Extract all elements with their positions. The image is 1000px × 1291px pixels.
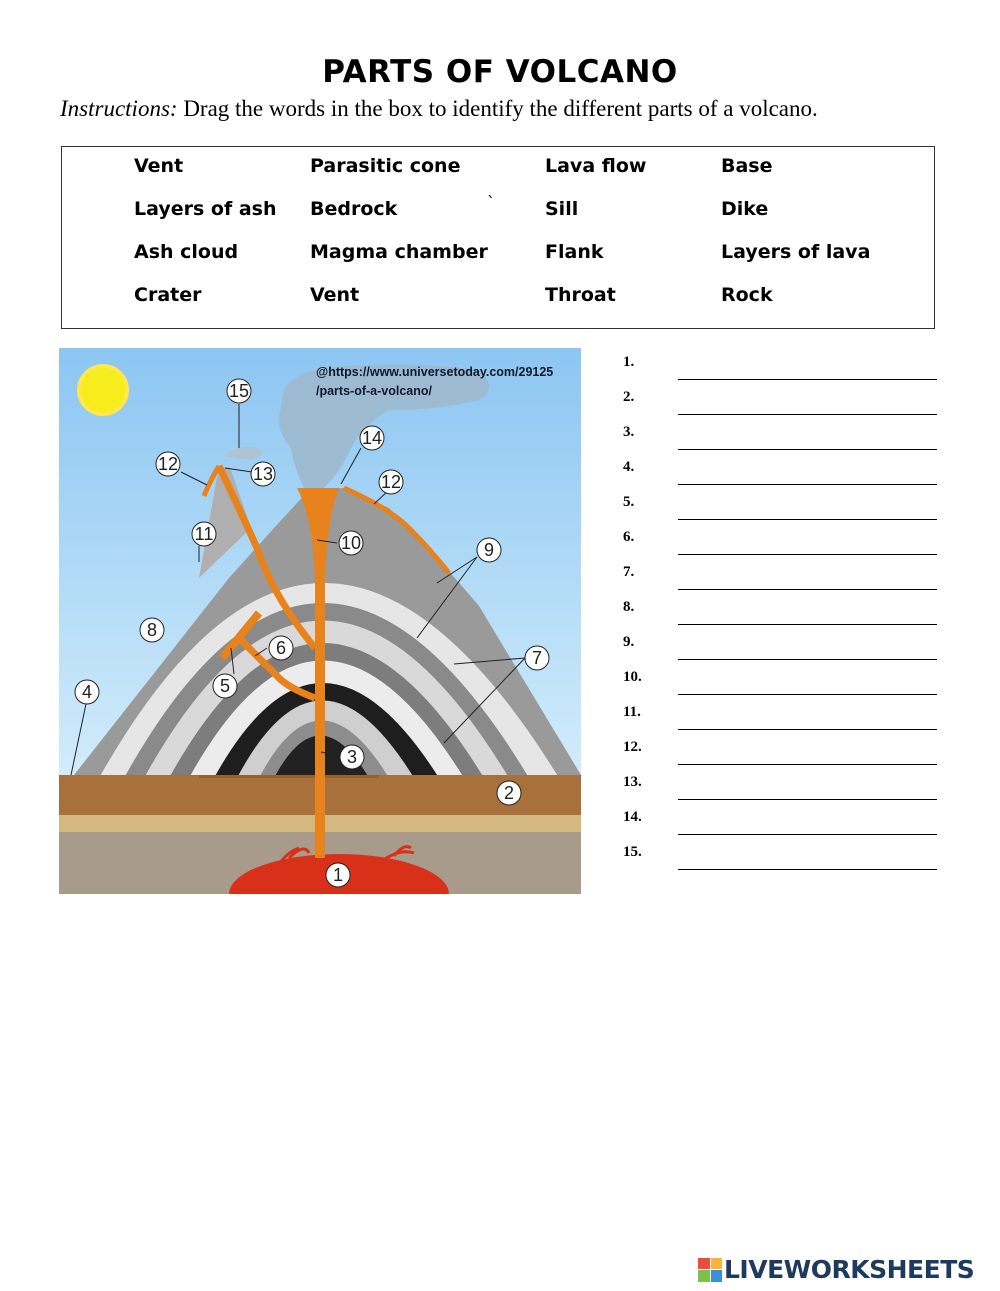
word-bank — [61, 146, 935, 329]
answer-row-13 — [623, 773, 941, 808]
word-dike[interactable]: Dike — [721, 198, 769, 220]
label-10 — [339, 531, 363, 555]
answer-number: 15. — [623, 844, 642, 860]
answer-number: 5. — [623, 494, 635, 510]
answer-number: 6. — [623, 529, 635, 545]
stray-mark: ` — [487, 193, 495, 212]
answer-row-4 — [623, 458, 941, 493]
answer-number: 7. — [623, 564, 635, 580]
answer-input-5[interactable] — [678, 499, 937, 520]
answer-number: 4. — [623, 459, 635, 475]
answer-number: 14. — [623, 809, 642, 825]
instructions — [60, 96, 818, 122]
answer-input-15[interactable] — [678, 849, 937, 870]
answer-input-9[interactable] — [678, 639, 937, 660]
label-12-left — [156, 452, 180, 476]
word-rock[interactable]: Rock — [721, 284, 773, 306]
word-flank[interactable]: Flank — [545, 241, 604, 263]
word-parasitic-cone[interactable]: Parasitic cone — [310, 155, 461, 177]
word-vent-2[interactable]: Vent — [310, 284, 360, 306]
answer-row-14 — [623, 808, 941, 843]
svg-text:4: 4 — [81, 682, 93, 702]
word-layers-of-lava[interactable]: Layers of lava — [721, 241, 871, 263]
answer-number: 9. — [623, 634, 635, 650]
label-11 — [192, 522, 216, 546]
answer-input-3[interactable] — [678, 429, 937, 450]
answer-number: 8. — [623, 599, 635, 615]
answer-row-1 — [623, 353, 941, 388]
sun-icon — [79, 366, 127, 414]
answer-row-15 — [623, 843, 941, 878]
answer-row-6 — [623, 528, 941, 563]
liveworksheets-logo-icon — [698, 1258, 722, 1282]
answer-number: 11. — [623, 704, 641, 720]
svg-text:7: 7 — [531, 648, 543, 668]
label-3 — [340, 745, 364, 769]
svg-text:3: 3 — [346, 747, 358, 767]
label-8 — [140, 618, 164, 642]
brand-name: LIVEWORKSHEETS — [724, 1255, 975, 1284]
answer-input-11[interactable] — [678, 709, 937, 730]
word-ash-cloud[interactable]: Ash cloud — [134, 241, 239, 263]
svg-text:6: 6 — [275, 638, 287, 658]
label-1 — [326, 863, 350, 887]
word-bedrock[interactable]: Bedrock — [310, 198, 398, 220]
svg-text:13: 13 — [252, 464, 274, 484]
svg-text:9: 9 — [483, 540, 495, 560]
label-14 — [360, 426, 384, 450]
logo-block-green — [698, 1270, 710, 1282]
instructions-text: Drag the words in the box to identify the different parts of a volcano. — [177, 96, 818, 121]
word-sill[interactable]: Sill — [545, 198, 579, 220]
svg-text:11: 11 — [194, 524, 214, 544]
answer-input-6[interactable] — [678, 534, 937, 555]
answer-number: 13. — [623, 774, 642, 790]
word-magma-chamber[interactable]: Magma chamber — [310, 241, 488, 263]
answer-row-5 — [623, 493, 941, 528]
label-12-right — [379, 470, 403, 494]
answer-row-7 — [623, 563, 941, 598]
label-7 — [525, 646, 549, 670]
svg-text:12: 12 — [157, 454, 179, 474]
answer-row-10 — [623, 668, 941, 703]
answer-input-8[interactable] — [678, 604, 937, 625]
answer-input-14[interactable] — [678, 814, 937, 835]
answer-number: 10. — [623, 669, 642, 685]
logo-block-red — [698, 1258, 710, 1270]
answer-row-2 — [623, 388, 941, 423]
answer-input-1[interactable] — [678, 359, 937, 380]
liveworksheets-brand — [698, 1255, 974, 1284]
label-6 — [269, 636, 293, 660]
word-base[interactable]: Base — [721, 155, 773, 177]
answer-number: 1. — [623, 354, 635, 370]
label-4 — [75, 680, 99, 704]
svg-text:12: 12 — [380, 472, 402, 492]
volcano-diagram — [59, 348, 581, 894]
svg-text:15: 15 — [228, 381, 250, 401]
label-15 — [227, 379, 251, 403]
word-lava-flow[interactable]: Lava flow — [545, 155, 647, 177]
answer-input-2[interactable] — [678, 394, 937, 415]
answer-row-12 — [623, 738, 941, 773]
svg-text:1: 1 — [332, 865, 344, 885]
answer-input-10[interactable] — [678, 674, 937, 695]
svg-text:14: 14 — [361, 428, 383, 448]
source-line2: /parts-of-a-volcano/ — [316, 384, 432, 398]
svg-text:10: 10 — [340, 533, 362, 553]
answer-input-12[interactable] — [678, 744, 937, 765]
instructions-lead: Instructions: — [60, 96, 178, 121]
label-9 — [477, 538, 501, 562]
answer-number: 2. — [623, 389, 635, 405]
label-2 — [497, 781, 521, 805]
answer-row-11 — [623, 703, 941, 738]
word-vent-1[interactable]: Vent — [134, 155, 184, 177]
logo-block-yellow — [711, 1258, 723, 1270]
answer-input-4[interactable] — [678, 464, 937, 485]
source-line1: @https://www.universetoday.com/29125 — [316, 365, 554, 379]
answer-row-9 — [623, 633, 941, 668]
word-crater[interactable]: Crater — [134, 284, 202, 306]
svg-text:8: 8 — [146, 620, 158, 640]
svg-text:2: 2 — [503, 783, 515, 803]
svg-text:5: 5 — [219, 676, 231, 696]
answer-input-7[interactable] — [678, 569, 937, 590]
answer-row-3 — [623, 423, 941, 458]
label-5 — [213, 674, 237, 698]
answer-number: 12. — [623, 739, 642, 755]
word-layers-of-ash[interactable]: Layers of ash — [134, 198, 277, 220]
answer-row-8 — [623, 598, 941, 633]
logo-block-blue — [711, 1270, 723, 1282]
page-title: PARTS OF VOLCANO — [322, 54, 678, 90]
word-throat[interactable]: Throat — [545, 284, 616, 306]
answer-number: 3. — [623, 424, 635, 440]
label-13 — [251, 462, 275, 486]
answer-input-13[interactable] — [678, 779, 937, 800]
